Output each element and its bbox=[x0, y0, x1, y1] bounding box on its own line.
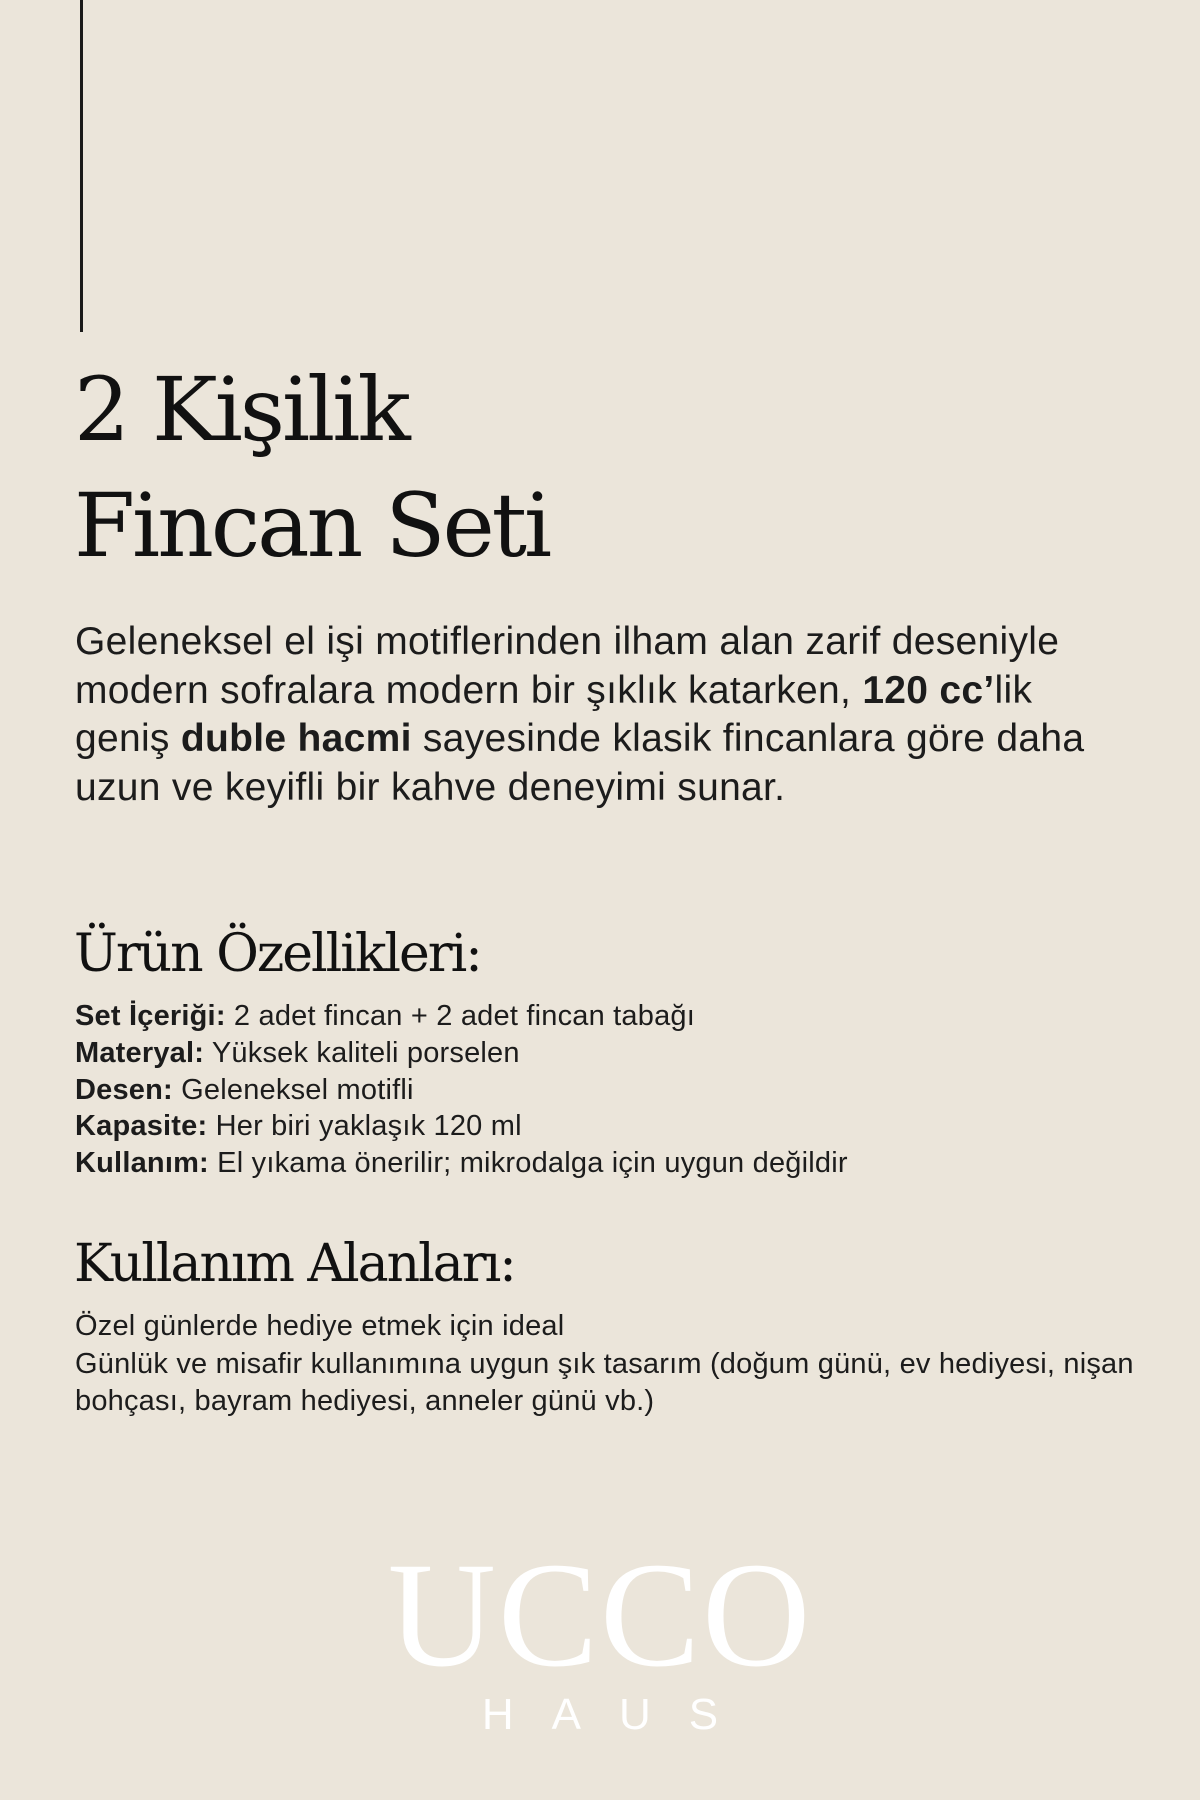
feature-item-usage bbox=[75, 1145, 848, 1182]
product-title-line-2: Fincan Seti bbox=[74, 474, 550, 577]
features-list bbox=[75, 998, 848, 1182]
description-capacity-highlight: 120 cc’ bbox=[862, 668, 995, 712]
feature-item-pattern bbox=[75, 1072, 848, 1109]
description-volume-highlight: duble hacmi bbox=[180, 717, 412, 760]
brand-logo-sub: HAUS bbox=[481, 1690, 757, 1739]
feature-item-material bbox=[75, 1035, 848, 1072]
feature-label: Kapasite: bbox=[75, 1110, 208, 1143]
description-text-2: lik geniş bbox=[75, 668, 1033, 760]
product-description bbox=[75, 618, 1135, 812]
feature-value: Yüksek kaliteli porselen bbox=[204, 1036, 520, 1069]
usage-areas-heading: Kullanım Alanları: bbox=[74, 1234, 515, 1294]
brand-logo bbox=[0, 1532, 1200, 1740]
product-title-line-1: 2 Kişilik bbox=[74, 358, 408, 461]
feature-item-capacity bbox=[75, 1108, 848, 1145]
brand-logo-main: UCCO bbox=[387, 1532, 813, 1698]
features-heading: Ürün Özellikleri: bbox=[74, 924, 481, 984]
product-title bbox=[74, 352, 549, 584]
feature-value: Geleneksel motifli bbox=[172, 1073, 414, 1106]
usage-item-gift: Özel günlerde hediye etmek için ideal bbox=[75, 1310, 565, 1342]
feature-value: El yıkama önerilir; mikrodalga için uygun değildir bbox=[208, 1147, 848, 1180]
description-text-1: Geleneksel el işi motiflerinden ilham alan zarif deseniyle modern sofralara modern bir şıklık katarken, bbox=[75, 620, 1060, 712]
feature-label: Kullanım: bbox=[75, 1147, 209, 1180]
vertical-accent-line bbox=[80, 0, 83, 332]
feature-label: Desen: bbox=[75, 1073, 173, 1106]
feature-item-set-contents bbox=[75, 998, 848, 1035]
description-text-3: sayesinde klasik fincanlara göre daha uzun ve keyifli bir kahve deneyimi sunar. bbox=[75, 717, 1085, 809]
usage-item-daily: Günlük ve misafir kullanımına uygun şık tasarım (doğum günü, ev hediyesi, nişan bohçası, bayram hediyesi, anneler günü vb.) bbox=[75, 1347, 1134, 1417]
feature-label: Materyal: bbox=[75, 1036, 205, 1069]
feature-label: Set İçeriği: bbox=[75, 1000, 226, 1032]
feature-value: 2 adet fincan + 2 adet fincan tabağı bbox=[225, 1000, 696, 1032]
feature-value: Her biri yaklaşık 120 ml bbox=[207, 1110, 522, 1143]
usage-areas-list bbox=[75, 1308, 1135, 1421]
